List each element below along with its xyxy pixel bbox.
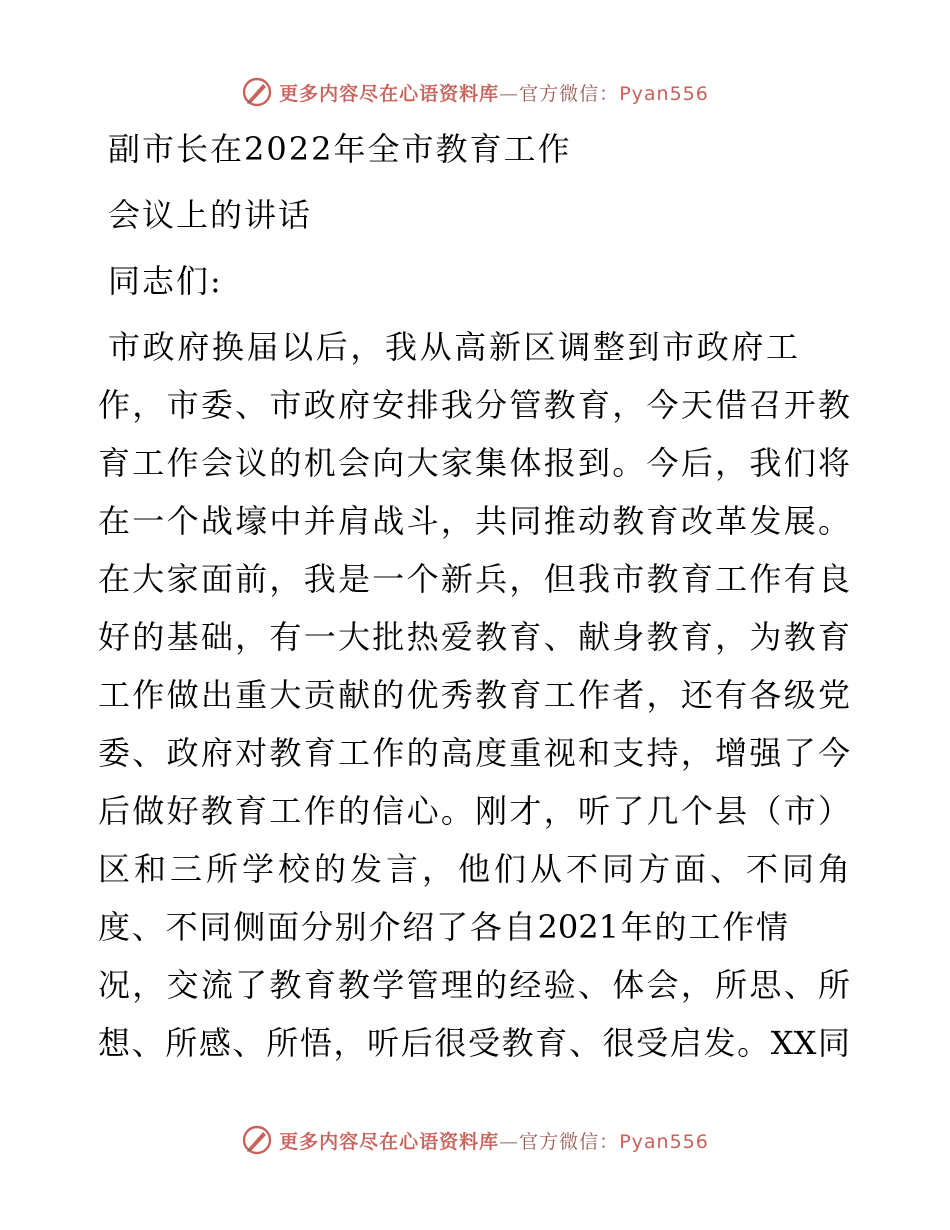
- quill-pen-logo-icon: [241, 76, 273, 108]
- paragraph-line: 工作做出重大贡献的优秀教育工作者，还有各级党: [98, 676, 850, 714]
- footer-watermark-banner: [0, 1120, 950, 1160]
- quill-pen-logo-icon: [241, 1124, 273, 1156]
- banner-site-name: 更多内容尽在心语资料库: [279, 82, 500, 105]
- banner-text: [279, 1127, 709, 1154]
- paragraph-line: 作，市委、市政府安排我分管教育，今天借召开教: [98, 386, 850, 424]
- document-title-line-2: 会议上的讲话: [108, 196, 313, 234]
- paragraph-line: 委、政府对教育工作的高度重视和支持，增强了今: [98, 734, 850, 772]
- banner-text: [279, 79, 709, 106]
- paragraph-line: 好的基础，有一大批热爱教育、献身教育，为教育: [98, 618, 850, 656]
- paragraph-line: 在一个战壕中并肩战斗，共同推动教育改革发展。: [98, 502, 850, 540]
- banner-wechat-label: 官方微信：: [519, 82, 620, 105]
- paragraph-line: 市政府换届以后，我从高新区调整到市政府工: [108, 328, 798, 366]
- paragraph-line: 度、不同侧面分别介绍了各自2021年的工作情: [98, 908, 788, 946]
- document-paragraph: [98, 318, 858, 1072]
- banner-separator: —: [499, 82, 520, 105]
- paragraph-line: 区和三所学校的发言，他们从不同方面、不同角: [98, 850, 850, 888]
- paragraph-line: 想、所感、所悟，听后很受教育、很受启发。XX同: [98, 1024, 850, 1062]
- paragraph-line: 育工作会议的机会向大家集体报到。今后，我们将: [98, 444, 850, 482]
- banner-wechat-id: Pyan556: [619, 1130, 709, 1153]
- paragraph-line: 后做好教育工作的信心。刚才，听了几个县（市）: [98, 792, 850, 830]
- header-watermark-banner: [0, 72, 950, 112]
- banner-wechat-id: Pyan556: [619, 82, 709, 105]
- document-title-line-1: 副市长在2022年全市教育工作: [108, 130, 572, 168]
- document-salutation: 同志们:: [108, 262, 223, 300]
- banner-separator: —: [499, 1130, 520, 1153]
- banner-site-name: 更多内容尽在心语资料库: [279, 1130, 500, 1153]
- document-body: [98, 120, 858, 1072]
- paragraph-line: 况，交流了教育教学管理的经验、体会，所思、所: [98, 966, 850, 1004]
- paragraph-line: 在大家面前，我是一个新兵，但我市教育工作有良: [98, 560, 850, 598]
- banner-wechat-label: 官方微信：: [519, 1130, 620, 1153]
